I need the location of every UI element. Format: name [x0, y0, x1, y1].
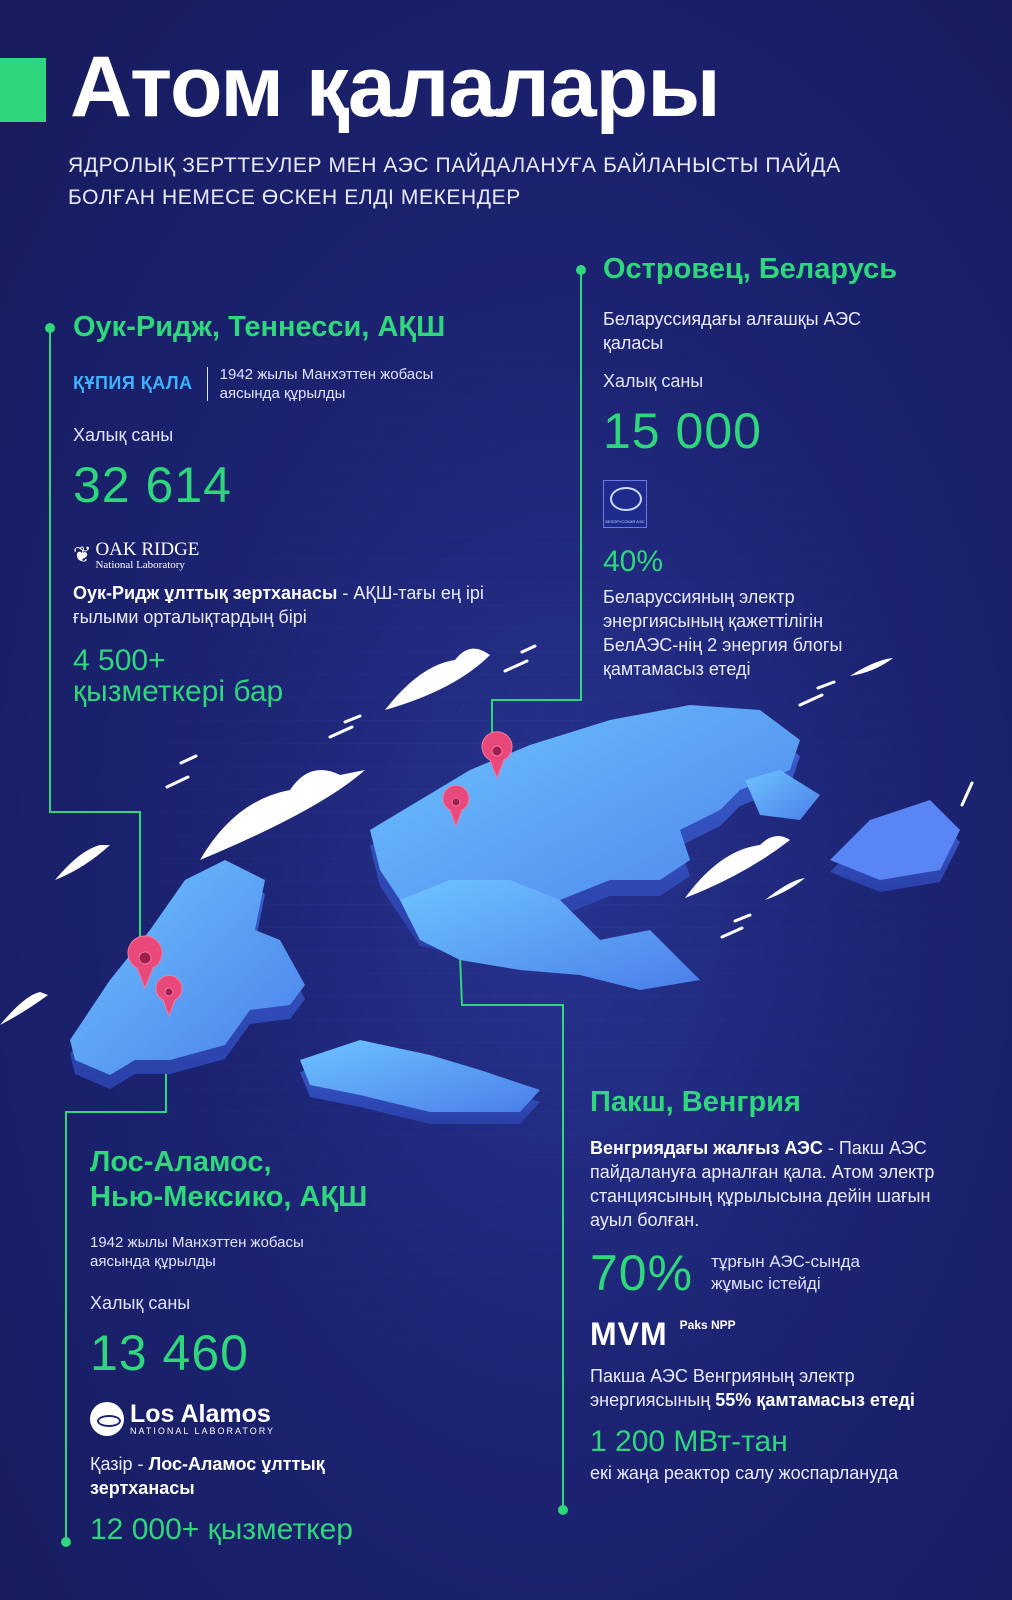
ostrovets-title: Островец, Беларусь [603, 253, 898, 285]
title-accent-bar [0, 58, 46, 122]
paks-share-desc: тұрғын АЭС-сында жұмыс істейді [711, 1251, 860, 1293]
los-alamos-staff: 12 000+ қызметкер [90, 1512, 353, 1546]
paks-supply-prefix: Пакша АЭС Венгрияның электр энергиясының [590, 1365, 855, 1410]
oak-ridge-logo [73, 540, 523, 571]
africa [400, 880, 700, 990]
paks-share: 70% [590, 1244, 694, 1301]
oak-ridge-logo-sub: National Laboratory [95, 558, 185, 571]
belarus-npp-logo [603, 480, 647, 528]
oak-ridge-population: 32 614 [73, 456, 232, 513]
page-subtitle: ЯДРОЛЫҚ ЗЕРТТЕУЛЕР МЕН АЭС ПАЙДАЛАНУҒА БАЙЛАНЫСТЫ ПАЙДА БОЛҒАН НЕМЕСЕ ӨСКЕН ЕЛДІ МЕКЕНДЕР [68, 154, 841, 209]
los-alamos-founded: 1942 жылы Манхэттен жобасы аясында құрылды [90, 1233, 304, 1270]
paks-lead-rest: - Пакш АЭС пайдалануға арналған қала. Атом электр станциясының құрылысына дейін шағын ауыл болған. [590, 1137, 935, 1230]
oak-ridge-lab-name: Оук-Ридж ұлттық зертханасы [73, 582, 338, 603]
paks-capacity: 1 200 МВт-тан [590, 1424, 788, 1458]
oak-ridge-logo-text: OAK RIDGE [95, 538, 200, 560]
paks-supply-bold: 55% қамтамасыз етеді [715, 1389, 915, 1410]
los-alamos-logo [90, 1399, 510, 1436]
oak-ridge-population-label: Халық саны [73, 424, 174, 445]
ostrovets-share: 40% [603, 544, 664, 578]
los-alamos-population: 13 460 [90, 1324, 249, 1381]
mvm-logo-sub: Paks NPP [679, 1317, 736, 1332]
los-alamos-title-1: Лос-Аламос, [90, 1146, 272, 1178]
oak-ridge-founded: 1942 жылы Манхэттен жобасы аясында құрылды [219, 365, 434, 402]
los-alamos-logo-text: Los Alamos [130, 1399, 271, 1428]
los-alamos-lab-name: Лос-Аламос ұлттық зертханасы [90, 1453, 325, 1498]
oak-leaf-icon: ❦ [73, 542, 92, 568]
paks-capacity-desc: екі жаңа реактор салу жоспарлануда [590, 1463, 899, 1484]
paks-lead-bold: Венгриядағы жалғыз АЭС [590, 1137, 823, 1158]
page-title: Атом қалалары [70, 39, 720, 135]
ostrovets-description: Беларуссиядағы алғашқы АЭС қаласы [603, 308, 862, 353]
paks-supply-text [590, 1364, 930, 1412]
los-alamos-logo-sub: NATIONAL LABORATORY [130, 1425, 276, 1436]
mvm-logo [590, 1315, 990, 1352]
paks-section [590, 1085, 990, 1485]
los-alamos-section [90, 1145, 510, 1545]
oak-ridge-title: Оук-Ридж, Теннесси, АҚШ [73, 311, 446, 343]
north-america [70, 860, 305, 1075]
belarus-npp-logo-caption: БЕЛОРУССКАЯ АЭС [605, 518, 645, 524]
oak-ridge-lab-desc: - АҚШ-тағы ең ірі ғылыми орталықтардың бірі [73, 582, 484, 627]
los-alamos-atom-icon [90, 1402, 124, 1436]
los-alamos-population-label: Халық саны [90, 1292, 191, 1313]
oak-ridge-staff-label: қызметкері бар [73, 675, 284, 709]
oak-ridge-section [73, 310, 523, 708]
paks-title: Пакш, Венгрия [590, 1086, 801, 1118]
los-alamos-now-prefix: Қазір - [90, 1453, 149, 1474]
los-alamos-lab-text [90, 1452, 390, 1500]
paks-description [590, 1136, 975, 1232]
ostrovets-population: 15 000 [603, 402, 762, 459]
oak-ridge-lab-description [73, 581, 493, 629]
oak-ridge-staff-number: 4 500+ [73, 643, 166, 677]
ostrovets-section [603, 252, 963, 681]
ostrovets-share-desc: Беларуссияның электр энергиясының қажеттілігін БелАЭС-нің 2 энергия блогы қамтамасыз етеді [603, 587, 843, 680]
los-alamos-title-2: Нью-Мексико, АҚШ [90, 1180, 368, 1213]
mvm-logo-text: MVM [590, 1315, 668, 1352]
ostrovets-population-label: Халық саны [603, 370, 704, 391]
atom-icon [610, 487, 642, 511]
divider [207, 367, 208, 401]
secret-city-badge: ҚҰПИЯ ҚАЛА [73, 373, 193, 394]
